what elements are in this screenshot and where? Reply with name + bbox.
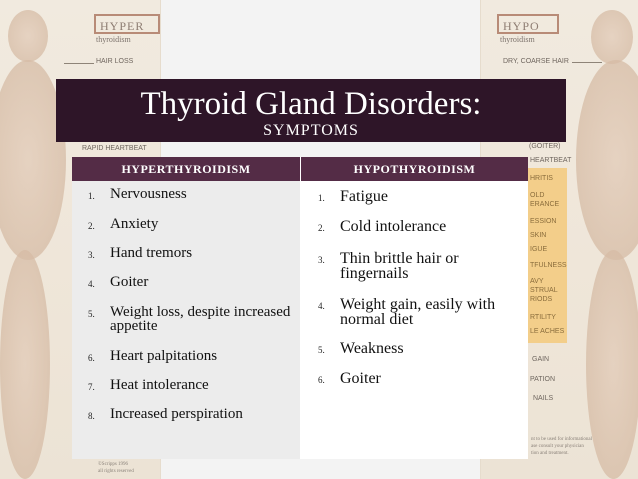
item-number: 4. [318,301,325,311]
item-text: Goiter [340,370,381,387]
item-text: Hand tremors [110,245,193,261]
item-text: Anxiety [110,216,159,232]
item-text: Weakness [340,340,404,357]
hypo-label: HEARTBEAT [530,157,572,164]
hypo-label: ERANCE [530,201,560,208]
item-number: 5. [88,309,95,319]
hyper-badge: HYPER [94,14,160,34]
item-number: 8. [88,411,95,421]
title-banner [56,79,566,142]
hypo-label: DRY, COARSE HAIR [503,58,569,65]
item-text: Heat intolerance [110,377,209,393]
item-text: Increased perspiration [110,406,243,422]
hypo-label: HRITIS [530,175,553,182]
item-text: Thin brittle hair or fingernails [340,250,459,282]
hypo-label: (GOITER) [529,143,561,150]
item-number: 4. [88,279,95,289]
hypo-fineprint: ase consult your physician [531,444,584,449]
slide-title: Thyroid Gland Disorders: [140,86,482,122]
figure-legs [586,250,638,479]
hyperthyroidism-column [72,157,300,459]
pointer-line [64,63,94,64]
item-number: 7. [88,382,95,392]
item-number: 1. [318,193,325,203]
hypothyroidism-header: HYPOTHYROIDISM [300,157,528,181]
figure-legs [0,250,50,479]
item-text: Heart palpitations [110,348,218,364]
hyper-fineprint: all rights reserved [98,469,134,474]
hyper-label: HAIR LOSS [96,58,134,65]
slide-subtitle: SYMPTOMS [263,122,359,139]
hypo-fineprint: nt to be used for informational [531,437,592,442]
hypo-label: SKIN [530,232,547,239]
hypo-label: LE ACHES [530,328,565,335]
figure-head [8,10,48,62]
pointer-line [572,62,602,63]
item-text: Nervousness [110,186,187,202]
hypothyroidism-column [300,157,528,459]
figure-torso [576,60,638,260]
hypo-label: OLD [530,192,545,199]
hypo-label: GAIN [532,356,550,363]
hypo-label: RTILITY [530,314,556,321]
hypo-fineprint: tion and treatment. [531,451,569,456]
hyper-label: RAPID HEARTBEAT [82,145,147,152]
item-text: Weight loss, despite increased appetite [110,304,291,334]
symptoms-table [72,157,528,459]
item-text: Goiter [110,274,149,290]
hypo-badge-sub: thyroidism [500,35,535,44]
item-number: 3. [318,255,325,265]
hyper-fineprint: ©Scripps 1996 [98,462,129,467]
hyper-badge-sub: thyroidism [96,35,131,44]
hypo-label: PATION [530,376,556,383]
item-text: Weight gain, easily with normal diet [340,296,496,328]
hypo-label: STRUAL [530,287,558,294]
item-number: 5. [318,345,325,355]
item-text: Fatigue [340,188,388,205]
hypo-label: TFULNESS [530,262,567,269]
item-number: 6. [88,353,95,363]
item-text: Cold intolerance [340,218,447,235]
item-number: 1. [88,191,95,201]
item-number: 6. [318,375,325,385]
hypo-label: RIODS [530,296,553,303]
hypo-badge: HYPO [497,14,559,34]
hypo-label: NAILS [533,395,554,402]
hypo-label: ESSION [530,218,557,225]
hyperthyroidism-header: HYPERTHYROIDISM [72,157,300,181]
hypo-label: AVY [530,278,544,285]
item-number: 2. [318,223,325,233]
hypo-label: IGUE [530,246,548,253]
figure-head [591,10,633,64]
item-number: 2. [88,221,95,231]
item-number: 3. [88,250,95,260]
